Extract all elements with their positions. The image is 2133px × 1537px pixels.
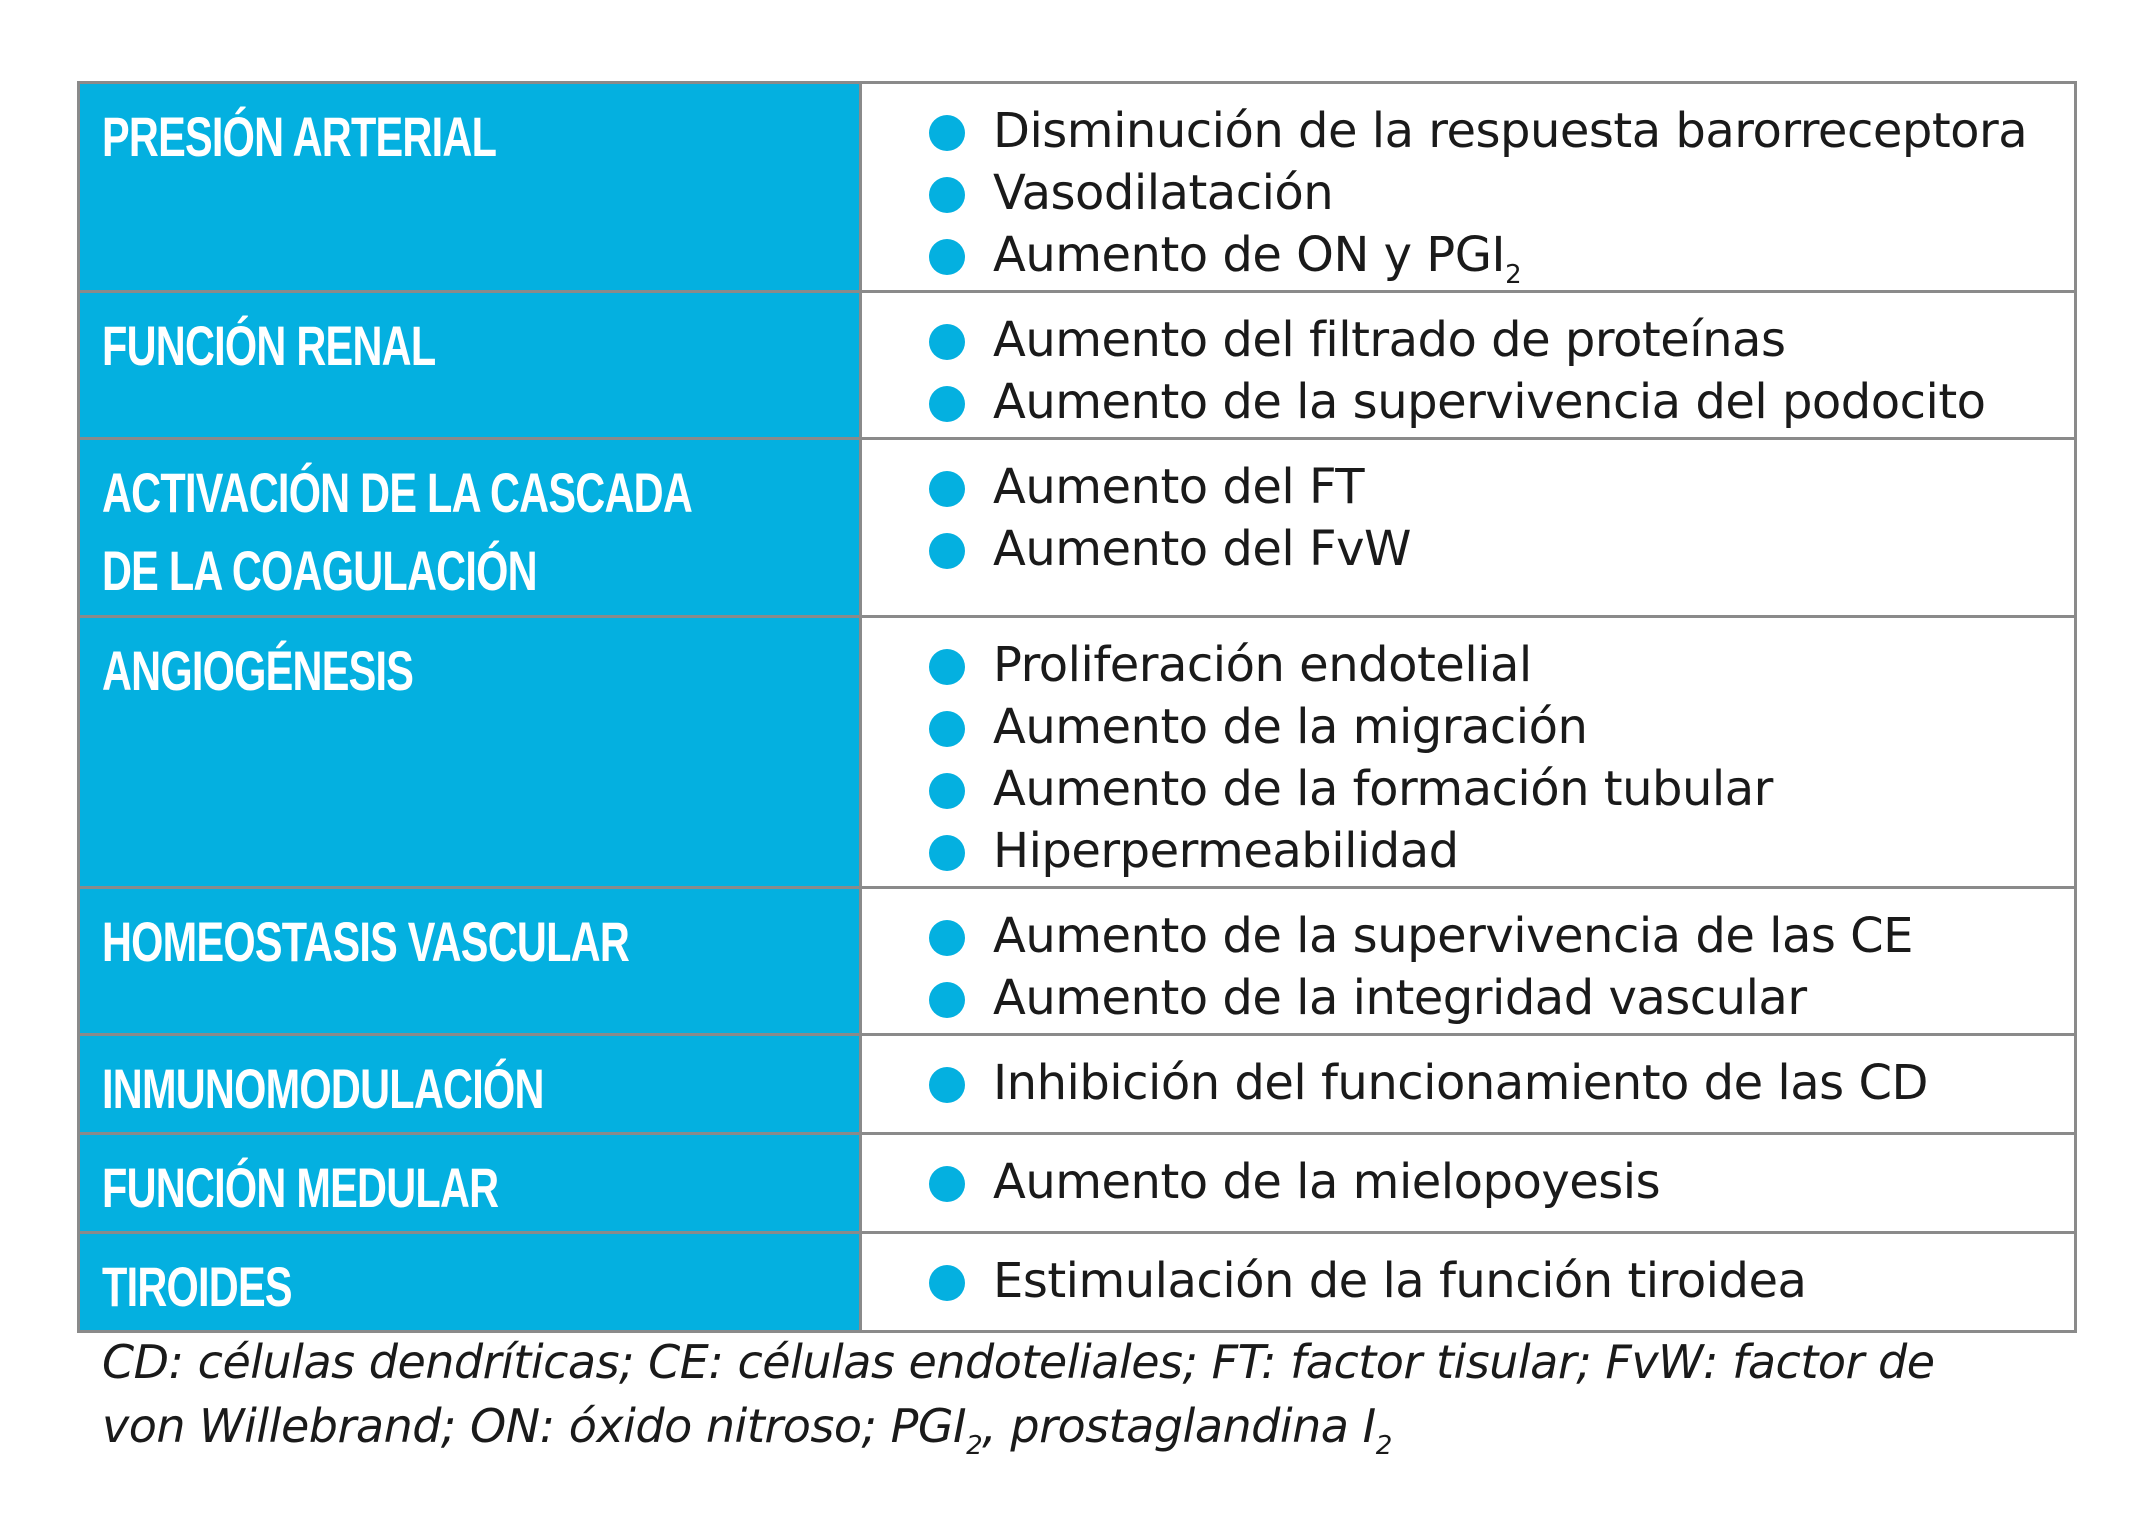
list-item: Inhibición del funcionamiento de las CD xyxy=(929,1052,2064,1114)
bullet-list xyxy=(929,1250,2064,1312)
bullet-list xyxy=(929,1151,2064,1213)
category-label: PRESIÓN ARTERIAL xyxy=(102,105,497,168)
list-item: Disminución de la respuesta barorreceptora xyxy=(929,100,2064,162)
category-cell xyxy=(79,83,861,292)
list-item: Vasodilatación xyxy=(929,162,2064,224)
bullet-icon xyxy=(929,835,965,871)
bullet-list xyxy=(929,1052,2064,1114)
table-row xyxy=(79,292,2076,439)
category-cell xyxy=(79,292,861,439)
category-label: ANGIOGÉNESIS xyxy=(102,639,414,702)
list-item: Aumento de la integridad vascular xyxy=(929,967,2064,1029)
bullet-icon xyxy=(929,177,965,213)
category-label: ACTIVACIÓN DE LA CASCADA xyxy=(102,461,693,524)
list-item: Estimulación de la función tiroidea xyxy=(929,1250,2064,1312)
items-cell xyxy=(861,1035,2076,1134)
list-item: Aumento de la mielopoyesis xyxy=(929,1151,2064,1213)
bullet-icon xyxy=(929,982,965,1018)
category-label: FUNCIÓN MEDULAR xyxy=(102,1156,499,1219)
bullet-list xyxy=(929,456,2064,580)
bullet-icon xyxy=(929,1166,965,1202)
bullet-icon xyxy=(929,324,965,360)
bullet-list xyxy=(929,905,2064,1029)
category-cell xyxy=(79,439,861,617)
footnote-line: von Willebrand; ON: óxido nitroso; $PGI_2$, prostaglandina $I_2$ xyxy=(102,1399,1392,1461)
bullet-list xyxy=(929,309,2064,433)
bullet-icon xyxy=(929,386,965,422)
table-row xyxy=(79,439,2076,617)
category-cell xyxy=(79,1035,861,1134)
subscript: 2 xyxy=(1505,260,1522,290)
bullet-list xyxy=(929,634,2064,882)
category-cell xyxy=(79,1233,861,1332)
items-cell xyxy=(861,617,2076,888)
category-label: HOMEOSTASIS VASCULAR xyxy=(102,910,630,973)
bullet-icon xyxy=(929,533,965,569)
footnote xyxy=(102,1330,2092,1461)
bullet-icon xyxy=(929,773,965,809)
bullet-icon xyxy=(929,1067,965,1103)
category-label: INMUNOMODULACIÓN xyxy=(102,1057,544,1120)
bullet-icon xyxy=(929,920,965,956)
category-cell xyxy=(79,617,861,888)
bullet-icon xyxy=(929,1265,965,1301)
items-cell xyxy=(861,1134,2076,1233)
items-cell xyxy=(861,1233,2076,1332)
footnote-line: CD: células dendríticas; CE: células endoteliales; FT: factor tisular; FvW: factor de xyxy=(102,1335,1935,1389)
items-cell xyxy=(861,83,2076,292)
bullet-icon xyxy=(929,471,965,507)
effects-table xyxy=(77,81,2077,1333)
bullet-icon xyxy=(929,239,965,275)
list-item: Proliferación endotelial xyxy=(929,634,2064,696)
subscript: 2 xyxy=(1375,1431,1392,1461)
category-label: DE LA COAGULACIÓN xyxy=(102,539,537,602)
list-item: Aumento del FvW xyxy=(929,518,2064,580)
table-row xyxy=(79,617,2076,888)
category-label: TIROIDES xyxy=(102,1255,292,1318)
table-row xyxy=(79,1134,2076,1233)
category-cell xyxy=(79,1134,861,1233)
bullet-list xyxy=(929,100,2064,290)
list-item: Aumento de la supervivencia del podocito xyxy=(929,371,2064,433)
items-cell xyxy=(861,292,2076,439)
list-item: Hiperpermeabilidad xyxy=(929,820,2064,882)
bullet-icon xyxy=(929,649,965,685)
subscript: 2 xyxy=(966,1431,983,1461)
category-label: FUNCIÓN RENAL xyxy=(102,314,436,377)
table-row xyxy=(79,888,2076,1035)
list-item: Aumento de la formación tubular xyxy=(929,758,2064,820)
list-item: Aumento del FT xyxy=(929,456,2064,518)
table-row xyxy=(79,83,2076,292)
list-item: Aumento del filtrado de proteínas xyxy=(929,309,2064,371)
items-cell xyxy=(861,439,2076,617)
items-cell xyxy=(861,888,2076,1035)
category-cell xyxy=(79,888,861,1035)
bullet-icon xyxy=(929,115,965,151)
table-row xyxy=(79,1035,2076,1134)
list-item: Aumento de la migración xyxy=(929,696,2064,758)
list-item: Aumento de ON y $PGI_2$ xyxy=(929,224,2064,286)
bullet-icon xyxy=(929,711,965,747)
list-item: Aumento de la supervivencia de las CE xyxy=(929,905,2064,967)
table-row xyxy=(79,1233,2076,1332)
